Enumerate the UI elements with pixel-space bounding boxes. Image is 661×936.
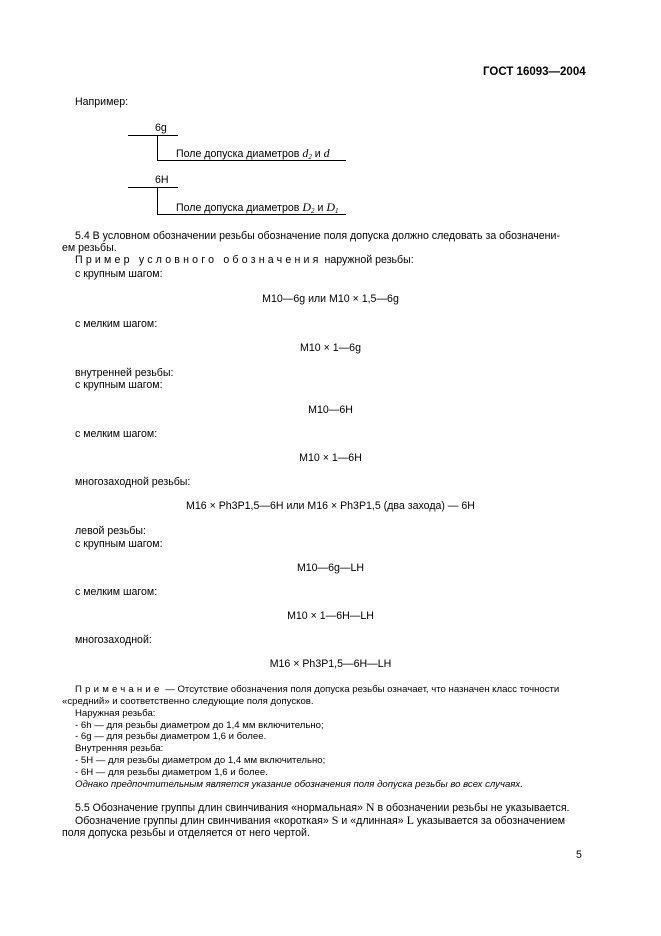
symbol-subscript: 2 xyxy=(308,153,312,161)
diagram-label-text: Поле допуска диаметров xyxy=(176,202,300,214)
coarse-pitch-label: с крупным шагом: xyxy=(75,379,163,391)
designation-formula: М10—6g—LH xyxy=(296,562,365,574)
text-fragment: Обозначение группы длин свинчивания «короткая» xyxy=(75,815,332,827)
diagram-leader-vertical xyxy=(157,135,158,160)
standard-number: ГОСТ 16093—2004 xyxy=(483,66,586,78)
fine-pitch-label: с мелким шагом: xyxy=(75,586,158,598)
designation-formula: М10—6H xyxy=(308,404,353,416)
paragraph-5-4-line2: ем резьбы. xyxy=(62,242,117,254)
diagram-label-text: Поле допуска диаметров xyxy=(176,148,300,160)
symbol-d: d xyxy=(302,146,309,160)
example-label: Пример условного обозначения xyxy=(75,254,322,266)
symbol-subscript: 1 xyxy=(334,207,339,215)
note-label: Примечание xyxy=(75,684,163,695)
designation-formula: М16 × Ph3P1,5—6H—LH xyxy=(269,658,392,670)
page-number: 5 xyxy=(576,849,582,861)
multistart-title: многозаходной резьбы: xyxy=(75,476,191,488)
internal-thread-title: внутренней резьбы: xyxy=(75,367,174,379)
text-fragment: и «длинная» xyxy=(338,815,407,827)
diagram-label xyxy=(176,147,330,163)
fine-pitch-label: с мелким шагом: xyxy=(75,318,158,330)
note-list-item: - 6h — для резьбы диаметром до 1,4 мм включительно; xyxy=(75,720,324,731)
paragraph-5-5-line3: поля допуска резьбы и отделяется от него чертой. xyxy=(62,827,310,839)
designation-formula: М16 × Ph3P1,5—6H или М16 × Ph3P1,5 (два захода) — 6H xyxy=(186,500,475,512)
text-fragment: в обозначении резьбы не указывается. xyxy=(374,802,570,814)
paragraph-5-5-line2 xyxy=(75,814,565,827)
coarse-pitch-label: с крупным шагом: xyxy=(75,538,163,550)
multistart-label: многозаходной: xyxy=(75,634,152,646)
symbol-L: L xyxy=(406,813,414,827)
designation-formula: М10—6g или М10 × 1,5—6g xyxy=(262,293,399,305)
note-text: — Отсутствие обозначения поля допуска резьбы означает, что назначен класс точности xyxy=(162,684,560,695)
fine-pitch-label: с мелким шагом: xyxy=(75,428,158,440)
example-designation-line xyxy=(75,254,414,266)
symbol-N: N xyxy=(365,800,375,814)
symbol-D: D xyxy=(302,200,311,214)
note-external-title: Наружная резьба: xyxy=(75,708,156,719)
diagram-leader-vertical xyxy=(157,187,158,214)
example-intro: Например: xyxy=(75,96,129,108)
paragraph-5-5-line1 xyxy=(75,801,570,814)
note-line1 xyxy=(75,684,559,696)
designation-formula: М10 × 1—6g xyxy=(300,342,361,354)
coarse-pitch-label: с крупным шагом: xyxy=(75,268,163,280)
designation-formula: М10 × 1—6H—LH xyxy=(287,610,374,622)
symbol-subscript: 2 xyxy=(310,207,315,215)
symbol-S: S xyxy=(331,813,339,827)
conjunction: и xyxy=(314,148,321,160)
note-list-item: - 6g — для резьбы диаметром 1,6 и более. xyxy=(75,731,267,742)
conjunction: и xyxy=(317,202,324,214)
note-line2: «средний» и соответственно следующие поля допусков. xyxy=(62,696,314,707)
diagram-top-line xyxy=(128,187,178,188)
text-fragment: 5.5 Обозначение группы длин свинчивания «нормальная» xyxy=(75,802,366,814)
diagram-top-line xyxy=(128,135,178,136)
designation-formula: М10 × 1—6H xyxy=(299,452,362,464)
note-italic-remark: Однако предпочтительным является указание обозначения поля допуска резьбы во всех случаях. xyxy=(75,779,523,790)
left-thread-title: левой резьбы: xyxy=(75,525,146,537)
note-internal-title: Внутренняя резьба: xyxy=(75,743,164,754)
paragraph-5-4-line1: 5.4 В условном обозначении резьбы обозначение поля допуска должно следовать за обозначени- xyxy=(75,230,560,242)
diagram-label xyxy=(176,201,338,217)
symbol-d: d xyxy=(323,146,330,160)
text-fragment: указывается за обозначением xyxy=(413,815,566,827)
symbol-D: D xyxy=(326,200,335,214)
diagram-code: 6g xyxy=(155,122,167,134)
note-list-item: - 5H — для резьбы диаметром до 1,4 мм включительно; xyxy=(75,755,326,766)
note-list-item: - 6H — для резьбы диаметром 1,6 и более. xyxy=(75,767,268,778)
example-rest: наружной резьбы: xyxy=(321,254,414,266)
diagram-code: 6H xyxy=(155,174,169,186)
